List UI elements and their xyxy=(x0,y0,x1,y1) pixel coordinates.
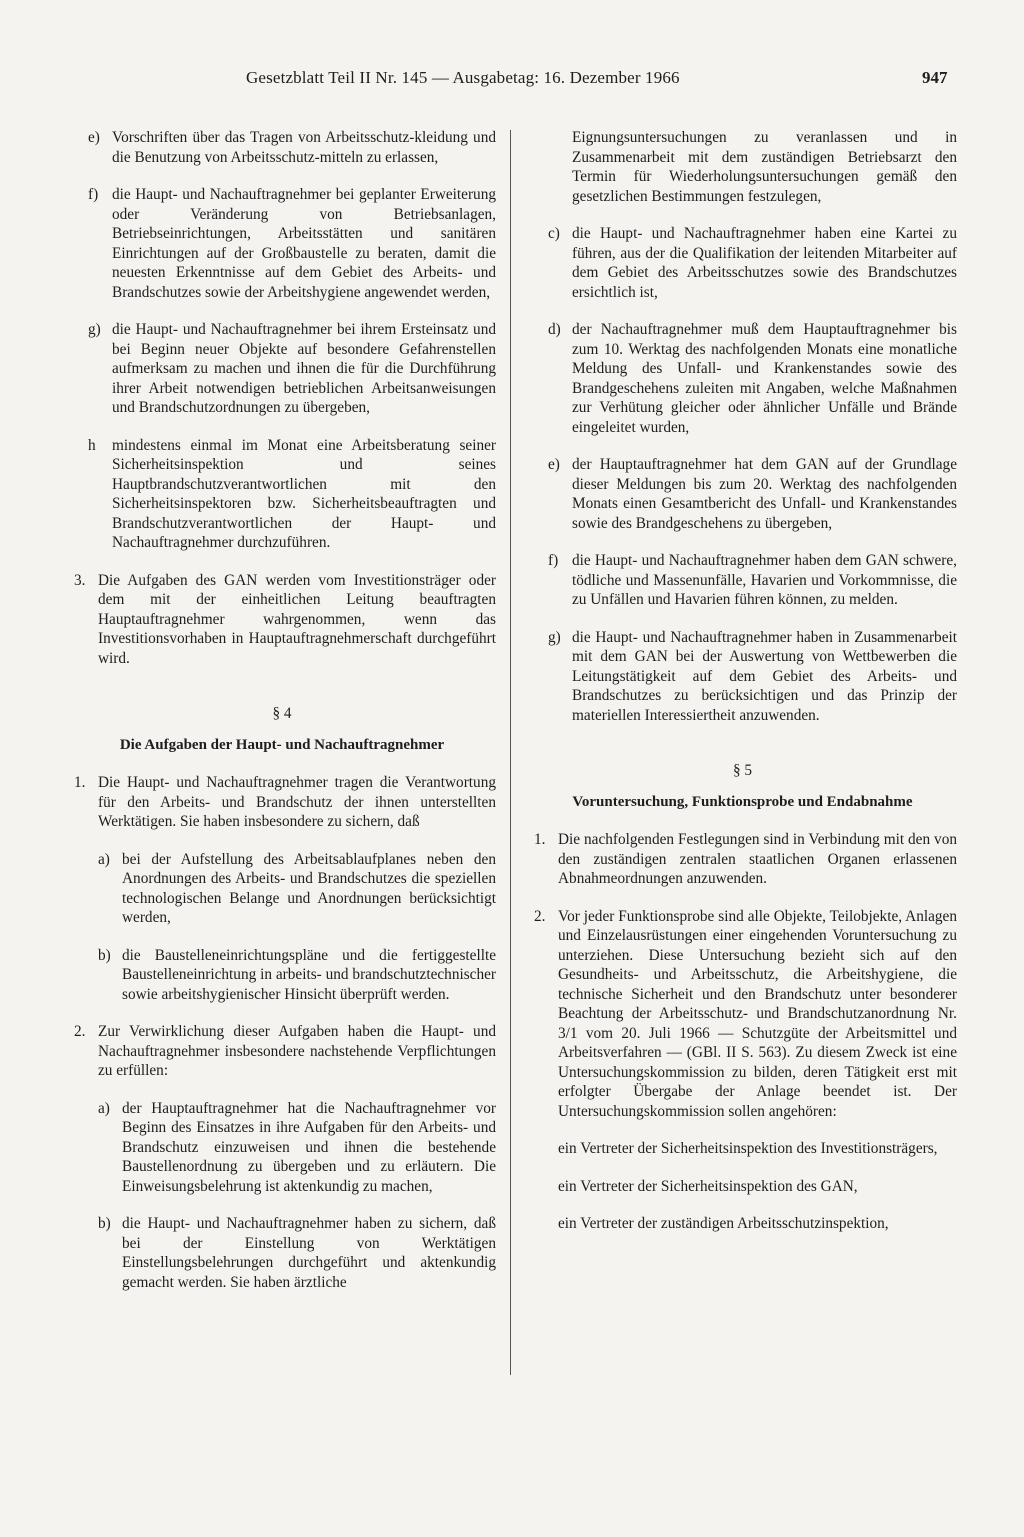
sub-list-1 xyxy=(68,850,496,1005)
list-item-d xyxy=(528,320,957,437)
sub-list-2 xyxy=(68,1099,496,1293)
list-item-e xyxy=(68,128,496,167)
item-text: mindestens einmal im Monat eine Arbeitsberatung seiner Sicherheitsinspektion und seines Hauptbrandschutzverantwortlichen mit den Sicherheitsinspektoren bzw. Sicherheitsbeauftragten und Brandschutzverantwortlichen der Haupt- und Nachauftragnehmer durchzuführen. xyxy=(112,436,496,551)
item-text: Zur Verwirklichung dieser Aufgaben haben die Haupt- und Nachauftragnehmer insbesondere nachstehende Verpflichtungen zu erfüllen: xyxy=(98,1023,496,1079)
item-marker: d) xyxy=(548,321,561,338)
member-line: ein Vertreter der zuständigen Arbeitsschutzinspektion, xyxy=(558,1215,889,1232)
item-marker: e) xyxy=(88,129,100,146)
item-text: Vor jeder Funktionsprobe sind alle Objekte, Teilobjekte, Anlagen und Einzelausrüstungen einer eingehenden Voruntersuchung zu unterziehen. Diese Untersuchung bezieht sich auf den Gesundheits- und Arbeitsschutz, die Arbeitshygiene, die technische Sicherheit und den Brandschutz unter besonderer Beachtung der Arbeitsschutz- und Brandschutzanordnung Nr. 3/1 vom 20. Juli 1966 — Schutzgüte der Arbeitsmittel und Arbeitsverfahren — (GBl. II S. 563). Zu diesem Zweck ist eine Untersuchungskommission zu bilden, deren Tätigkeit erst mit erfolgter Übergabe der Anlage beendet ist. Der Untersuchungskommission sollen angehören: xyxy=(558,907,957,1120)
list-item-1b xyxy=(98,946,496,1005)
item-marker: g) xyxy=(88,321,101,338)
item-text: die Haupt- und Nachauftragnehmer haben in Zusammenarbeit mit dem GAN bei der Auswertung von Wettbewerben die Leitungstätigkeit auf dem Gebiet des Arbeits- und Brandschutzes zu berücksichtigen und das Prinzip der materiellen Interessiertheit anzuwenden. xyxy=(572,628,957,724)
page-number: 947 xyxy=(922,68,948,87)
commission-members xyxy=(528,1139,957,1234)
list-item-f xyxy=(68,185,496,302)
section-5-heading: Voruntersuchung, Funktionsprobe und Endabnahme xyxy=(572,793,913,810)
item-text: die Haupt- und Nachauftragnehmer haben zu sichern, daß bei der Einstellung von Werktätigen Einstellungsbelehrungen durchgeführt und aktenkundig gemacht werden. Sie haben ärztliche xyxy=(122,1215,496,1291)
item-text: Die nachfolgenden Festlegungen sind in Verbindung mit den von den zuständigen zentralen staatlichen Organen erlassenen Abnahmeordnungen anzuwenden. xyxy=(558,831,957,887)
list-item-1a xyxy=(98,850,496,928)
list-item-g xyxy=(528,628,957,726)
member-line: ein Vertreter der Sicherheitsinspektion des GAN, xyxy=(558,1177,858,1195)
item-text: die Haupt- und Nachauftragnehmer haben dem GAN schwere, tödliche und Massenunfälle, Havarien und Vorkommnisse, die zu Unfällen und Havarien führen können, zu melden. xyxy=(572,552,957,608)
item-marker: e) xyxy=(548,456,560,473)
continuation-paragraph: Eignungsuntersuchungen zu veranlassen und in Zusammenarbeit mit dem zuständigen Betriebsarzt den Termin für Wiederholungsuntersuchungen gemäß den gesetzlichen Bestimmungen festzulegen, xyxy=(572,129,957,205)
item-text: der Nachauftragnehmer muß dem Hauptauftragnehmer bis zum 10. Werktag des nachfolgenden Monats eine monatliche Meldung des Unfall- und Krankenstandes sowie des Brandgeschehens zuleiten mit Angaben, welche Maßnahmen zur Verhütung gleicher oder ähnlicher Unfälle und Brände eingeleitet wurden, xyxy=(572,321,957,436)
item-marker: a) xyxy=(98,850,110,868)
item-text: Vorschriften über das Tragen von Arbeitsschutz-kleidung und die Benutzung von Arbeitsschutz-mitteln zu erlassen, xyxy=(112,129,496,166)
item-marker: 2. xyxy=(74,1023,86,1040)
column-divider xyxy=(510,130,511,1375)
item-text: die Haupt- und Nachauftragnehmer bei geplanter Erweiterung oder Veränderung von Betriebsanlagen, Betriebseinrichtungen, Arbeitsstätten und sanitären Einrichtungen auf der Großbaustelle zu beraten, damit die neuesten Erkenntnisse auf dem Gebiet des Arbeits- und Brandschutzes sowie der Arbeitshygiene angewendet werden, xyxy=(112,186,496,301)
right-column xyxy=(528,128,957,1252)
page-header xyxy=(0,68,1024,98)
numbered-item-2 xyxy=(68,1022,496,1081)
section-4-heading: Die Aufgaben der Haupt- und Nachauftragnehmer xyxy=(119,736,445,753)
item-text: Die Aufgaben des GAN werden vom Investitionsträger oder dem mit der einheitlichen Leitung beauftragten Hauptauftragnehmer wahrgenommen, wenn das Investitionsvorhaben in Hauptauftragnehmerschaft durchgeführt wird. xyxy=(98,571,496,667)
item-marker: 3. xyxy=(74,571,86,589)
member-line: ein Vertreter der Sicherheitsinspektion des Investitionsträgers, xyxy=(558,1140,938,1157)
item-marker: 1. xyxy=(74,774,86,791)
item-text: die Haupt- und Nachauftragnehmer bei ihrem Ersteinsatz und bei Beginn neuer Objekte auf besondere Gefahrenstellen aufmerksam zu machen und ihnen die für die Durchführung ihrer Arbeit notwendigen betrieblichen Arbeitsanweisungen und Brandschutzordnungen zu übergeben, xyxy=(112,321,496,416)
numbered-item-3 xyxy=(68,571,496,669)
item-marker: b) xyxy=(98,946,111,964)
item-marker: f) xyxy=(88,186,99,203)
item-marker: 2. xyxy=(534,907,546,925)
section-5-label: § 5 xyxy=(732,762,753,779)
item-marker: 1. xyxy=(534,831,546,848)
item-marker: c) xyxy=(548,225,560,242)
item-text: die Haupt- und Nachauftragnehmer haben eine Kartei zu führen, aus der die Qualifikation der leitenden Mitarbeiter auf dem Gebiet des Arbeitsschutzes sowie des Brandschutzes ersichtlich ist, xyxy=(572,225,957,301)
list-item-c xyxy=(528,224,957,302)
list-item-g xyxy=(68,320,496,418)
item-marker: h xyxy=(88,436,96,454)
item-text: Die Haupt- und Nachauftragnehmer tragen die Verantwortung für den Arbeits- und Brandschutz der ihnen unterstellten Werktätigen. Sie haben insbesondere zu sichern, daß xyxy=(98,774,496,830)
item-text: bei der Aufstellung des Arbeitsablaufplanes neben den Anordnungen des Arbeits- und Brandschutzes die speziellen technologischen Belange und Anordnungen berücksichtigt werden, xyxy=(122,850,496,926)
item-marker: f) xyxy=(548,552,559,569)
item-text: der Hauptauftragnehmer hat dem GAN auf der Grundlage dieser Meldungen bis zum 20. Werktag des nachfolgenden Monats einen Gesamtbericht des Unfall- und Krankenstandes sowie des Brandgeschehens zu übergeben, xyxy=(572,456,957,532)
item-marker: a) xyxy=(98,1099,110,1117)
item-text: der Hauptauftragnehmer hat die Nachauftragnehmer vor Beginn des Einsatzes in ihre Aufgaben für den Arbeits- und Brandschutz einzuweisen und ihnen die bestehende Baustellenordnung zu übergeben und zu erläutern. Die Einweisungsbelehrung ist aktenkundig zu machen, xyxy=(122,1099,496,1195)
list-item-h xyxy=(68,436,496,553)
list-item-f xyxy=(528,551,957,610)
list-item-2b xyxy=(98,1214,496,1292)
numbered-item-1 xyxy=(528,830,957,889)
header-title: Gesetzblatt Teil II Nr. 145 — Ausgabetag: 16. Dezember 1966 xyxy=(246,68,680,87)
item-text: die Baustelleneinrichtungspläne und die fertiggestellte Baustelleneinrichtung in arbeits- und brandschutztechnischer sowie arbeitshygienischer Hinsicht überprüft werden. xyxy=(122,946,496,1003)
numbered-item-1 xyxy=(68,773,496,832)
list-item-e xyxy=(528,455,957,533)
left-column xyxy=(68,128,496,1310)
list-item-2a xyxy=(98,1099,496,1197)
section-4-label: § 4 xyxy=(272,705,292,722)
item-marker: b) xyxy=(98,1215,111,1232)
item-marker: g) xyxy=(548,628,561,646)
numbered-item-2 xyxy=(528,907,957,1122)
